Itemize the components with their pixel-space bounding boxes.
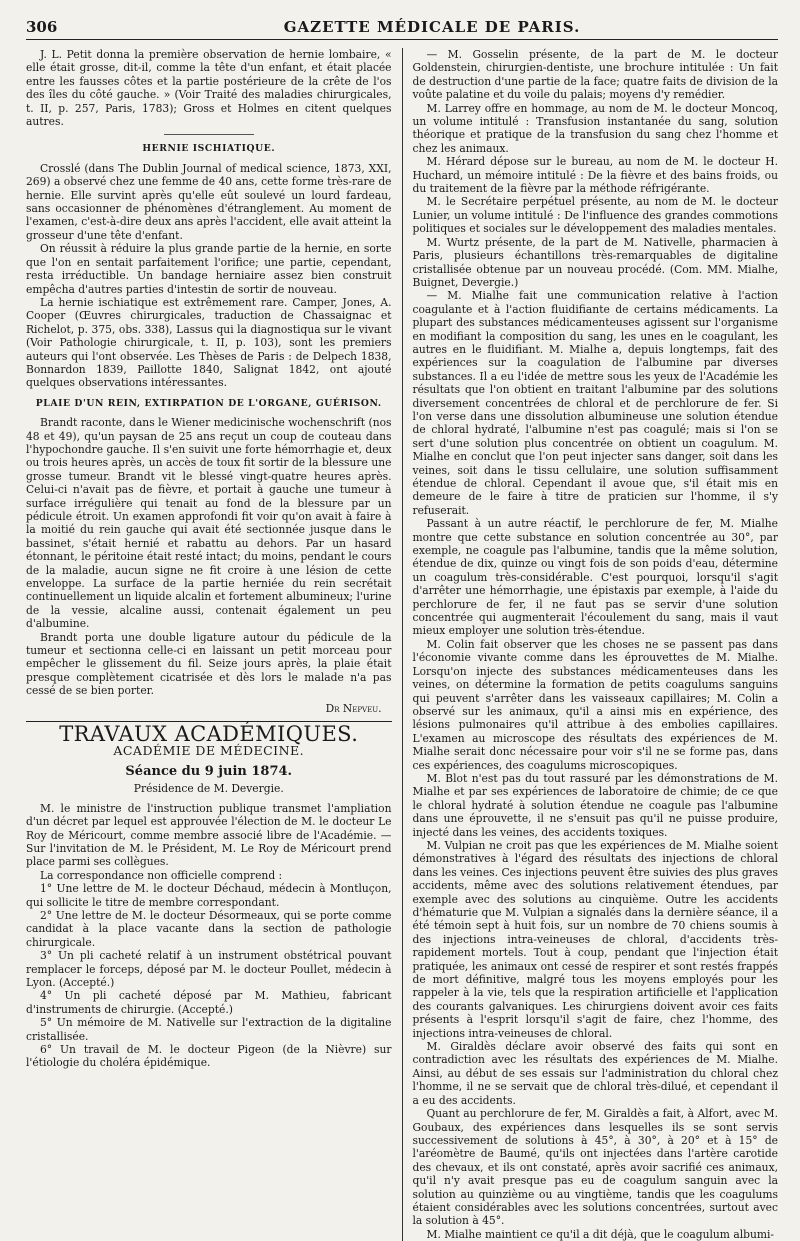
paragraph: La hernie ischiatique est extrêmement rare. Camper, Jones, A. Cooper (Œuvres chirurgicales, traduction de Chassaignac et Richelot, p. 375, obs. 338), Lassus qui la diagnostiqua sur le vivant (Voir Pathologie chirurgicale, t. II, p. 103), sont les premiers auteurs qui l'ont observée. Les Thèses de Paris : de Delpech 1838, Bonnardon 1839, Paillotte 1840, Salignat 1842, ont ajouté quelques observations intéressantes. xyxy=(26,295,392,390)
right-column xyxy=(413,48,779,1241)
list-item: 3° Un pli cacheté relatif à un instrument obstétrical pouvant remplacer le forceps, déposé par M. le docteur Poullet, médecin à Lyon. (Accepté.) xyxy=(26,949,392,989)
paragraph: M. Mialhe maintient ce qu'il a dit déjà, que le coagulum albumi- xyxy=(426,1227,775,1241)
columns xyxy=(26,48,778,1241)
paragraph: La correspondance non officielle comprend : xyxy=(40,868,283,882)
section-heading: HERNIE ISCHIATIQUE. xyxy=(142,143,276,155)
paragraph: Passant à un autre réactif, le perchlorure de fer, M. Mialhe montre que cette substance en solution concentrée au 30°, par exemple, ne coagule pas l'albumine, tandis que la même solution, étendue de dix, quinze ou vingt fois de son poids d'eau, détermine un coagulum très-considérable. C'est pourquoi, lorsqu'il s'agit d'arrêter une hémorrhagie, une épistaxis par exemple, à l'aide du perchlorure de fer, il ne faut pas se servir d'une solution concentrée qui augmenterait l'écoulement du sang, mais il vaut mieux employer une solution très-étendue. xyxy=(412,517,778,638)
left-column xyxy=(26,48,392,1241)
paragraph: M. le Secrétaire perpétuel présente, au nom de M. le docteur Lunier, un volume intitulé : De l'influence des grandes commotions politiques et sociales sur le développement des maladies mentales. xyxy=(412,195,778,236)
list-item: 4° Un pli cacheté déposé par M. Mathieu, fabricant d'instruments de chirurgie. (Accepté.) xyxy=(26,989,392,1016)
section-title: TRAVAUX ACADÉMIQUES. xyxy=(26,721,392,741)
paragraph: Crosslé (dans The Dublin Journal of medical science, 1873, XXI, 269) a observé chez une femme de 40 ans, cette forme très-rare de hernie. Elle survint après qu'elle eût soulevé un lourd fardeau, sans occasionner de phénomènes d'étranglement. Au moment de l'examen, c'est-à-dire deux ans après l'accident, elle avait atteint la grosseur d'une tête d'enfant. xyxy=(26,161,392,242)
list-item: 5° Un mémoire de M. Nativelle sur l'extraction de la digitaline cristallisée. xyxy=(26,1016,392,1043)
list-item: 2° Une lettre de M. le docteur Désormeaux, qui se porte comme candidat à la place vacante dans la section de pathologie chirurgicale. xyxy=(26,908,392,949)
list-item: 6° Un travail de M. le docteur Pigeon (de la Nièvre) sur l'étiologie du choléra épidémique. xyxy=(26,1043,392,1070)
separator xyxy=(164,134,254,135)
paragraph: Brandt porta une double ligature autour du pédicule de la tumeur et sectionna celle-ci en laissant un petit morceau pour empêcher le glissement du fil. Seize jours après, la plaie était presque complètement cicatrisée et dès lors le malade n'a pas cessé de se bien porter. xyxy=(26,630,392,698)
paragraph: J. L. Petit donna la première observation de hernie lombaire, « elle était grosse, dit-il, comme la tête d'un enfant, et était placée entre les fausses côtes et la partie postérieure de la crête de l'os des îles du côté gauche. » (Voir Traité des maladies chirurgicales, t. II, p. 257, Paris, 1783); Gross et Holmes en citent quelques autres. xyxy=(26,48,392,129)
paragraph: M. Blot n'est pas du tout rassuré par les démonstrations de M. Mialhe et par ses expériences de laboratoire de chimie; de ce que le chloral hydraté à solution étendue ne coagule pas l'albumine dans une éprouvette, il ne s'ensuit pas qu'il ne puisse produire, injecté dans les veines, des accidents toxiques. xyxy=(412,771,778,839)
paragraph: Brandt raconte, dans le Wiener medicinische wochenschrift (nos 48 et 49), qu'un paysan de 25 ans reçut un coup de couteau dans l'hypochondre gauche. Il s'en suivit une forte hémorrhagie et, deux ou trois heures après, un accès de toux fit sortir de la blessure une grosse tumeur. Brandt vit le blessé vingt-quatre heures après. Celui-ci n'avait pas de fièvre, et portait à gauche une tumeur à surface irrégulière qui tenait au fond de la blessure par un pédicule étroit. Un examen approfondi fit voir qu'on avait à faire à la moitié du rein gauche qui avait été sectionnée jusque dans le bassinet, s'était hernié et rabattu au dehors. Par un hasard étonnant, le péritoine était resté intact; du moins, pendant le cours de la maladie, aucun signe ne fit croire à une lésion de cette enveloppe. La surface de la partie herniée du rein secrétait continuellement un liquide alcalin et fortement albumineux; l'urine de la vessie, alcaline aussi, contenait également un peu d'albumine. xyxy=(26,416,392,631)
paragraph: M. Vulpian ne croit pas que les expériences de M. Mialhe soient démonstratives à l'égard des résultats des injections de chloral dans les veines. Ces injections peuvent être suivies des plus graves accidents, même avec des solutions relativement étendues, par exemple avec des solutions au cinquième. Outre les accidents d'hématurie que M. Vulpian a signalés dans la dernière séance, il a été témoin sept à huit fois, sur un nombre de 70 chiens soumis à des injections intra-veineuses de chloral, d'accidents très-rapidement mortels. Tout à coup, pendant que l'injection était pratiquée, les animaux ont cessé de respirer et sont restés frappés de mort définitive, malgré tous les moyens employés pour les rappeler à la vie, tels que la respiration artificielle et l'application des courants galvaniques. Les chirurgiens doivent avoir ces faits présents à l'esprit lorsqu'il s'agit de faire, chez l'homme, des injections intra-veineuses de chloral. xyxy=(412,838,778,1040)
paragraph: — M. Mialhe fait une communication relative à l'action coagulante et à l'action fluidifiante de certains médicaments. La plupart des substances médicamenteuses agissent sur l'organisme en modifiant la composition du sang, les unes en le coagulant, les autres en le fluidifiant. M. Mialhe a, depuis longtemps, fait des expériences sur la coagulation de l'albumine par diverses substances. Il a eu l'idée de mettre sous les yeux de l'Académie les résultats que l'on obtient en traitant l'albumine par des solutions diversement concentrées de chloral et de perchlorure de fer. Si l'on verse dans une dissolution albumineuse une solution étendue de chloral hydraté, l'albumine n'est pas coagulé; mais si l'on se sert d'une solution plus concentrée on obtient un coagulum. M. Mialhe en conclut que l'on peut injecter sans danger, soit dans les veines, soit dans le tissu cellulaire, une solution suffisamment étendue de chloral. Cependant il avoue que, s'il était mis en demeure de le faire à titre de praticien sur l'homme, il s'y refuserait. xyxy=(412,289,778,517)
paragraph: M. Giraldès déclare avoir observé des faits qui sont en contradiction avec les résultats des expériences de M. Mialhe. Ainsi, au début de ses essais sur l'administration du chloral chez l'homme, il ne se servait que de chloral très-dilué, et cependant il a eu des accidents. xyxy=(412,1040,778,1107)
presidency: Présidence de M. Devergie. xyxy=(133,782,284,796)
paragraph: On réussit à réduire la plus grande partie de la hernie, en sorte que l'on en sentait parfaitement l'orifice; une partie, cependant, resta irréductible. Un bandage herniaire assez bien construit empêcha d'autres parties d'intestin de sortir de nouveau. xyxy=(26,242,392,296)
page-number: 306 xyxy=(26,18,58,36)
paragraph: M. Hérard dépose sur le bureau, au nom de M. le docteur H. Huchard, un mémoire intitulé : De la fièvre et des bains froids, ou du traitement de la fièvre par la méthode réfrigérante. xyxy=(412,155,778,196)
paragraph: M. Colin fait observer que les choses ne se passent pas dans l'économie vivante comme dans les éprouvettes de M. Mialhe. Lorsqu'on injecte des substances médicamenteuses dans les veines, on détermine la formation de petits coagulums sanguins qui peuvent s'arrêter dans les vaisseaux capillaires; M. Colin a observé sur les animaux, qu'il a ainsi mis en expérience, des lésions pulmonaires qu'il attribue à des embolies capillaires. L'examen au microscope des résultats des expériences de M. Mialhe serait donc nécessaire pour voir s'il ne se forme pas, dans ces expériences, des coagulums microscopiques. xyxy=(412,637,778,772)
paragraph: — M. Gosselin présente, de la part de M. le docteur Goldenstein, chirurgien-dentiste, une brochure intitulée : Un fait de destruction d'une partie de la face; quatre faits de division de la voûte palatine et du voile du palais; moyens d'y remédier. xyxy=(412,48,778,102)
section-heading: PLAIE D'UN REIN, EXTIRPATION DE L'ORGANE, GUÉRISON. xyxy=(35,397,382,409)
paragraph: M. Wurtz présente, de la part de M. Nativelle, pharmacien à Paris, plusieurs échantillons très-remarquables de digitaline cristallisée obtenue par un nouveau procédé. (Com. MM. Mialhe, Buignet, Devergie.) xyxy=(412,235,778,289)
list-item: 1° Une lettre de M. le docteur Déchaud, médecin à Montluçon, qui sollicite le titre de membre correspondant. xyxy=(26,882,392,909)
subsection-title: ACADÉMIE DE MÉDECINE. xyxy=(113,742,305,758)
column-divider xyxy=(402,48,403,1241)
paragraph: M. Larrey offre en hommage, au nom de M. le docteur Moncoq, un volume intitulé : Transfusion instantanée du sang, solution théorique et pratique de la transfusion du sang chez l'homme et chez les animaux. xyxy=(412,101,778,155)
paragraph: Quant au perchlorure de fer, M. Giraldès a fait, à Alfort, avec M. Goubaux, des expériences dans lesquelles ils se sont servis successivement de solutions à 45°, à 30°, à 20° et à 15° de l'aréomètre de Baumé, qu'ils ont injectées dans l'artère carotide des chevaux, et ils ont constaté, après avoir sacrifié ces animaux, qu'il n'y avait presque pas eu de coagulum sanguin avec la solution au quinzième ou au vingtième, tandis que les coagulums étaient considérables avec les solutions concentrées, surtout avec la solution à 45°. xyxy=(412,1107,778,1228)
page-header xyxy=(26,14,778,40)
signature: Dr Nepveu. xyxy=(325,701,382,715)
session-title: Séance du 9 juin 1874. xyxy=(125,763,293,779)
paragraph: M. le ministre de l'instruction publique transmet l'ampliation d'un décret par lequel est approuvée l'élection de M. le docteur Le Roy de Méricourt, comme membre associé libre de l'Académie. — Sur l'invitation de M. le Président, M. Le Roy de Méricourt prend place parmi ses collègues. xyxy=(26,801,392,869)
journal-title: GAZETTE MÉDICALE DE PARIS. xyxy=(283,18,581,36)
